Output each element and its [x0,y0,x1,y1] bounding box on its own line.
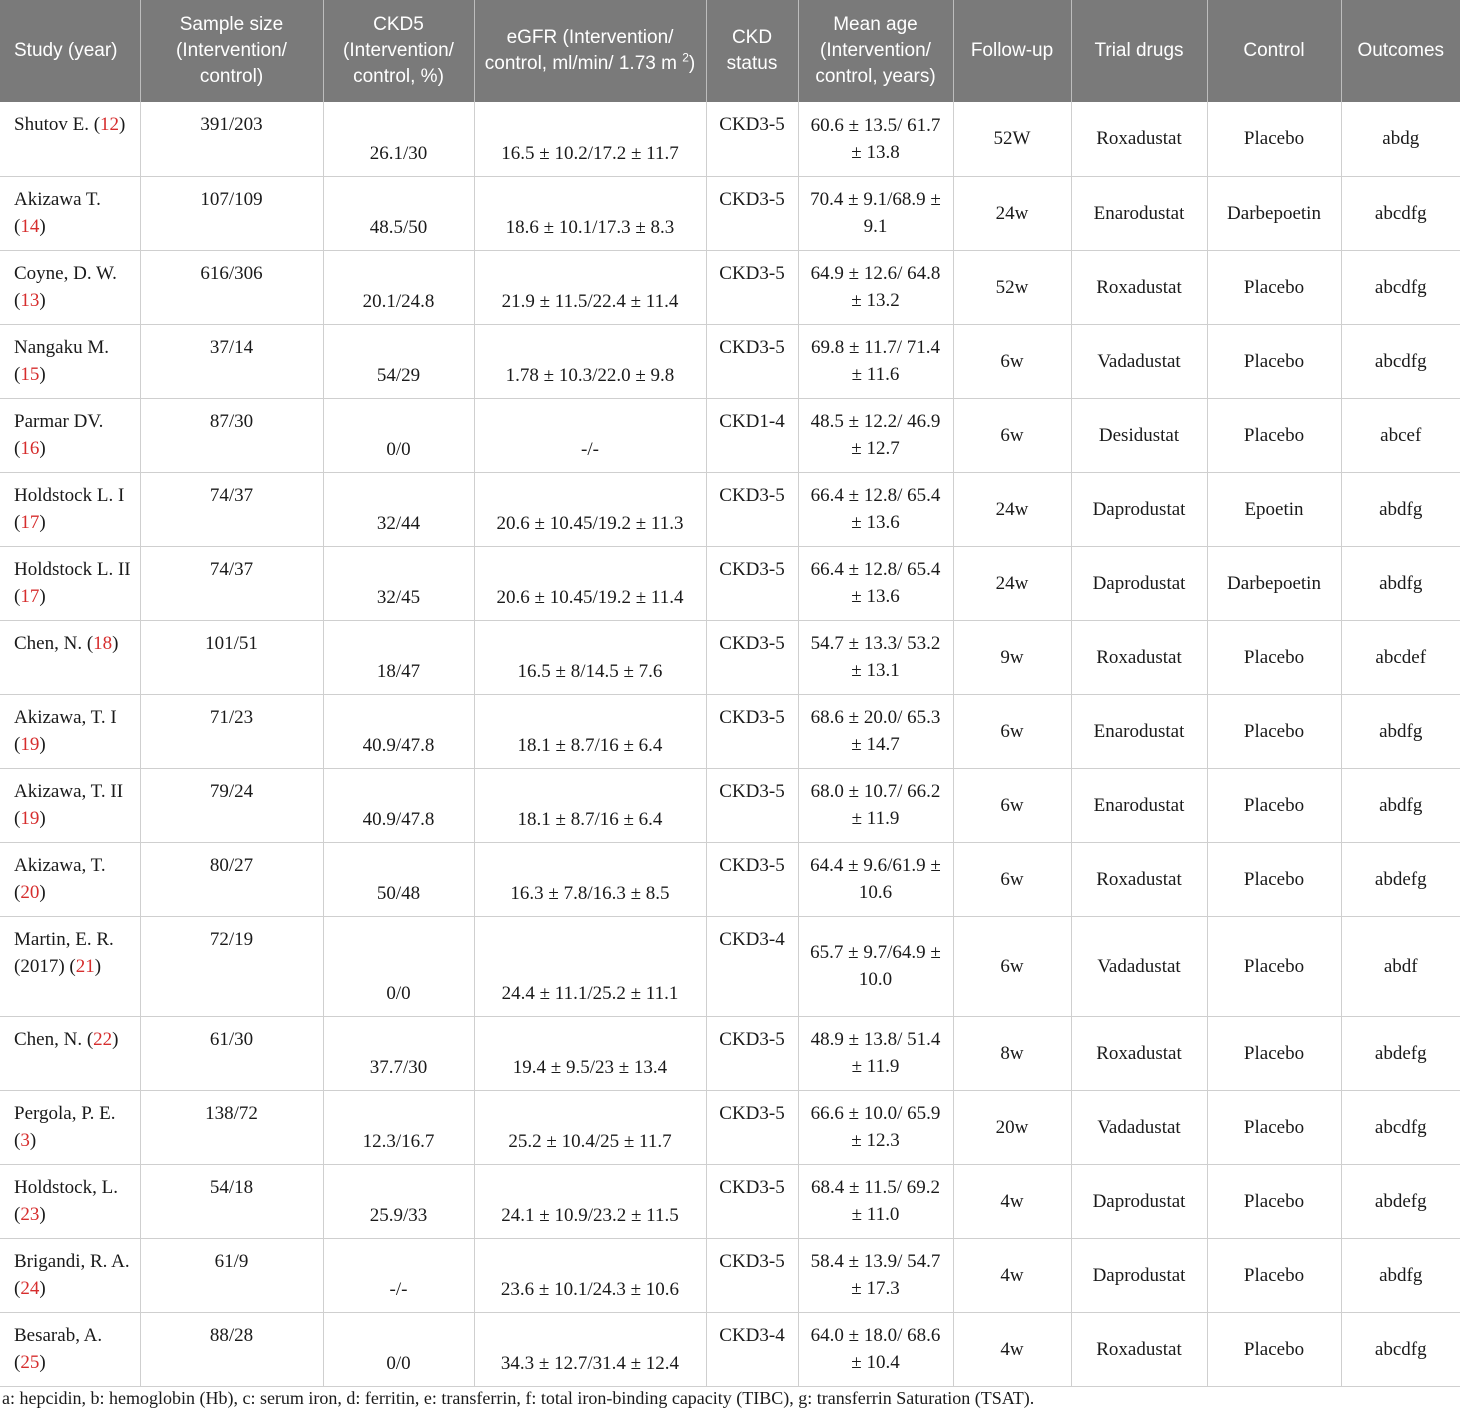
study-paren: ) [39,289,46,311]
cell-trial-drug: Roxadustat [1071,1016,1207,1090]
cell-outcomes: abdf [1341,916,1460,1016]
reference-link[interactable]: 3 [20,1129,30,1151]
cell-control: Placebo [1207,1164,1341,1238]
study-paren: ) [39,363,46,385]
cell-outcomes: abcdfg [1341,324,1460,398]
table-row [0,250,1460,324]
cell-mean-age: 54.7 ± 13.3/ 53.2 ± 13.1 [798,620,953,694]
cell-outcomes: abcdfg [1341,250,1460,324]
cell-ckd5: -/- [323,1238,474,1312]
header-follow-up: Follow-up [953,0,1071,102]
study-paren: ) [39,215,46,237]
cell-sample-size: 101/51 [140,620,323,694]
cell-ckd-status: CKD3-5 [706,1090,798,1164]
cell-mean-age: 66.6 ± 10.0/ 65.9 ± 12.3 [798,1090,953,1164]
cell-outcomes: abcdfg [1341,176,1460,250]
cell-ckd-status: CKD3-4 [706,1312,798,1386]
cell-ckd5: 37.7/30 [323,1016,474,1090]
study-paren: ) [39,1277,46,1299]
table-row [0,1164,1460,1238]
study-name: Brigandi, R. A. ( [14,1250,130,1299]
cell-sample-size: 74/37 [140,472,323,546]
study-name: Coyne, D. W. ( [14,262,117,311]
table-row [0,768,1460,842]
study-paren: ) [39,511,46,533]
cell-egfr: 20.6 ± 10.45/19.2 ± 11.4 [474,546,706,620]
table-row [0,1238,1460,1312]
study-name: Akizawa T. ( [14,188,101,237]
study-paren: ) [94,955,102,977]
table-row [0,472,1460,546]
header-egfr [474,0,706,102]
cell-egfr: 24.1 ± 10.9/23.2 ± 11.5 [474,1164,706,1238]
cell-egfr: 1.78 ± 10.3/22.0 ± 9.8 [474,324,706,398]
cell-control: Placebo [1207,694,1341,768]
cell-sample-size: 87/30 [140,398,323,472]
header-mean-age: Mean age (Intervention/ control, years) [798,0,953,102]
cell-ckd-status: CKD3-5 [706,694,798,768]
cell-ckd-status: CKD3-5 [706,768,798,842]
table-row [0,1090,1460,1164]
cell-outcomes: abcdfg [1341,1312,1460,1386]
cell-ckd5: 18/47 [323,620,474,694]
reference-link[interactable]: 15 [20,363,40,385]
cell-follow-up: 52w [953,250,1071,324]
cell-sample-size: 74/37 [140,546,323,620]
cell-egfr: 16.3 ± 7.8/16.3 ± 8.5 [474,842,706,916]
study-paren: ) [119,114,126,135]
cell-sample-size: 138/72 [140,1090,323,1164]
cell-egfr: 21.9 ± 11.5/22.4 ± 11.4 [474,250,706,324]
cell-ckd-status: CKD3-5 [706,1016,798,1090]
cell-study [0,472,140,546]
cell-ckd5: 40.9/47.8 [323,768,474,842]
header-outcomes: Outcomes [1341,0,1460,102]
cell-sample-size: 72/19 [140,916,323,1016]
cell-mean-age: 69.8 ± 11.7/ 71.4 ± 11.6 [798,324,953,398]
cell-ckd-status: CKD3-5 [706,176,798,250]
cell-outcomes: abdfg [1341,1238,1460,1312]
cell-sample-size: 54/18 [140,1164,323,1238]
cell-ckd5: 0/0 [323,916,474,1016]
cell-study [0,768,140,842]
cell-sample-size: 616/306 [140,250,323,324]
cell-mean-age: 60.6 ± 13.5/ 61.7 ± 13.8 [798,102,953,176]
cell-follow-up: 6w [953,842,1071,916]
cell-outcomes: abdefg [1341,842,1460,916]
cell-control: Epoetin [1207,472,1341,546]
cell-study [0,1312,140,1386]
cell-study [0,1090,140,1164]
cell-sample-size: 61/9 [140,1238,323,1312]
cell-mean-age: 66.4 ± 12.8/ 65.4 ± 13.6 [798,472,953,546]
cell-ckd-status: CKD3-5 [706,324,798,398]
cell-egfr: 16.5 ± 8/14.5 ± 7.6 [474,620,706,694]
cell-ckd5: 0/0 [323,1312,474,1386]
cell-ckd5: 25.9/33 [323,1164,474,1238]
header-control: Control [1207,0,1341,102]
table-body [0,102,1460,1386]
study-name: Akizawa, T. I ( [14,706,117,755]
cell-trial-drug: Vadadustat [1071,324,1207,398]
cell-ckd-status: CKD3-5 [706,1164,798,1238]
header-ckd-status: CKD status [706,0,798,102]
cell-study [0,176,140,250]
cell-mean-age: 64.0 ± 18.0/ 68.6 ± 10.4 [798,1312,953,1386]
cell-egfr: 24.4 ± 11.1/25.2 ± 11.1 [474,916,706,1016]
cell-mean-age: 66.4 ± 12.8/ 65.4 ± 13.6 [798,546,953,620]
study-name: Chen, N. ( [14,632,94,654]
cell-follow-up: 9w [953,620,1071,694]
header-trial-drugs: Trial drugs [1071,0,1207,102]
study-paren: ) [39,585,46,607]
cell-control: Placebo [1207,620,1341,694]
study-paren: ) [112,1028,119,1050]
study-paren: ) [112,632,119,654]
table-row [0,620,1460,694]
cell-egfr: 18.1 ± 8.7/16 ± 6.4 [474,694,706,768]
table-row [0,398,1460,472]
cell-control: Placebo [1207,1238,1341,1312]
cell-sample-size: 88/28 [140,1312,323,1386]
cell-ckd-status: CKD3-5 [706,620,798,694]
reference-link[interactable]: 13 [20,289,40,311]
cell-trial-drug: Roxadustat [1071,620,1207,694]
cell-ckd-status: CKD3-5 [706,472,798,546]
table-row [0,916,1460,1016]
study-name: Chen, N. ( [14,1028,94,1050]
cell-study [0,842,140,916]
cell-trial-drug: Enarodustat [1071,768,1207,842]
cell-study [0,250,140,324]
study-paren: ) [39,881,46,903]
cell-study [0,324,140,398]
cell-control: Darbepoetin [1207,176,1341,250]
table-row [0,546,1460,620]
cell-follow-up: 6w [953,916,1071,1016]
reference-link[interactable]: 19 [20,733,40,755]
cell-follow-up: 6w [953,398,1071,472]
cell-trial-drug: Daprodustat [1071,546,1207,620]
cell-control: Darbepoetin [1207,546,1341,620]
cell-egfr: 18.1 ± 8.7/16 ± 6.4 [474,768,706,842]
study-paren: ) [39,1351,46,1373]
cell-trial-drug: Daprodustat [1071,1164,1207,1238]
cell-ckd-status: CKD3-5 [706,102,798,176]
cell-egfr: -/- [474,398,706,472]
header-row [0,0,1460,102]
cell-sample-size: 71/23 [140,694,323,768]
cell-control: Placebo [1207,1090,1341,1164]
header-egfr-sup: 2 [682,50,689,65]
header-sample-size: Sample size (Intervention/ control) [140,0,323,102]
cell-ckd-status: CKD3-5 [706,250,798,324]
cell-control: Placebo [1207,250,1341,324]
cell-egfr: 19.4 ± 9.5/23 ± 13.4 [474,1016,706,1090]
cell-control: Placebo [1207,324,1341,398]
header-ckd5: CKD5 (Intervention/ control, %) [323,0,474,102]
cell-study [0,1016,140,1090]
reference-link[interactable]: 17 [20,511,40,533]
cell-egfr: 20.6 ± 10.45/19.2 ± 11.3 [474,472,706,546]
cell-ckd5: 20.1/24.8 [323,250,474,324]
cell-study [0,1238,140,1312]
cell-ckd-status: CKD3-5 [706,1238,798,1312]
cell-mean-age: 48.5 ± 12.2/ 46.9 ± 12.7 [798,398,953,472]
table-row [0,1016,1460,1090]
cell-follow-up: 6w [953,768,1071,842]
cell-control: Placebo [1207,1016,1341,1090]
reference-link[interactable]: 14 [20,215,40,237]
cell-mean-age: 64.9 ± 12.6/ 64.8 ± 13.2 [798,250,953,324]
cell-trial-drug: Roxadustat [1071,102,1207,176]
study-name: Nangaku M. ( [14,336,109,385]
cell-study [0,1164,140,1238]
cell-follow-up: 24w [953,176,1071,250]
study-name: Martin, E. R. (2017) ( [14,928,114,977]
cell-mean-age: 68.4 ± 11.5/ 69.2 ± 11.0 [798,1164,953,1238]
reference-link[interactable]: 16 [20,437,40,459]
cell-mean-age: 70.4 ± 9.1/68.9 ± 9.1 [798,176,953,250]
reference-link[interactable]: 25 [20,1351,40,1373]
cell-follow-up: 4w [953,1312,1071,1386]
study-name: Holdstock, L. ( [14,1176,118,1225]
study-name: Akizawa, T. ( [14,854,106,903]
study-paren: ) [29,1129,37,1151]
cell-ckd-status: CKD1-4 [706,398,798,472]
reference-link[interactable]: 20 [20,881,40,903]
cell-sample-size: 391/203 [140,102,323,176]
cell-trial-drug: Enarodustat [1071,176,1207,250]
cell-follow-up: 6w [953,694,1071,768]
cell-egfr: 16.5 ± 10.2/17.2 ± 11.7 [474,102,706,176]
study-name: Holdstock L. I ( [14,484,125,533]
table-row [0,324,1460,398]
cell-ckd5: 26.1/30 [323,102,474,176]
study-name: Parmar DV. ( [14,410,104,459]
cell-mean-age: 65.7 ± 9.7/64.9 ± 10.0 [798,916,953,1016]
cell-follow-up: 52W [953,102,1071,176]
table-row [0,176,1460,250]
cell-mean-age: 68.6 ± 20.0/ 65.3 ± 14.7 [798,694,953,768]
cell-study [0,694,140,768]
cell-ckd5: 32/44 [323,472,474,546]
reference-link[interactable]: 18 [93,632,113,654]
header-egfr-text: eGFR (Intervention/ control, ml/min/ 1.73 m [484,27,683,74]
reference-link[interactable]: 12 [100,114,120,135]
study-name: Besarab, A. ( [14,1324,103,1373]
table-row [0,102,1460,176]
cell-trial-drug: Enarodustat [1071,694,1207,768]
cell-sample-size: 37/14 [140,324,323,398]
cell-mean-age: 58.4 ± 13.9/ 54.7 ± 17.3 [798,1238,953,1312]
cell-outcomes: abcdfg [1341,1090,1460,1164]
cell-control: Placebo [1207,842,1341,916]
cell-ckd-status: CKD3-4 [706,916,798,1016]
cell-sample-size: 61/30 [140,1016,323,1090]
cell-ckd-status: CKD3-5 [706,546,798,620]
reference-link[interactable]: 23 [20,1203,40,1225]
study-name: Holdstock L. II ( [14,558,131,607]
study-paren: ) [39,437,46,459]
reference-link[interactable]: 17 [20,585,40,607]
cell-egfr: 25.2 ± 10.4/25 ± 11.7 [474,1090,706,1164]
cell-sample-size: 107/109 [140,176,323,250]
reference-link[interactable]: 24 [20,1277,40,1299]
cell-outcomes: abdfg [1341,472,1460,546]
cell-trial-drug: Roxadustat [1071,842,1207,916]
cell-control: Placebo [1207,768,1341,842]
cell-control: Placebo [1207,398,1341,472]
cell-study [0,398,140,472]
cell-mean-age: 48.9 ± 13.8/ 51.4 ± 11.9 [798,1016,953,1090]
cell-ckd5: 0/0 [323,398,474,472]
cell-ckd5: 32/45 [323,546,474,620]
reference-link[interactable]: 19 [20,807,40,829]
cell-follow-up: 4w [953,1238,1071,1312]
cell-outcomes: abdg [1341,102,1460,176]
cell-outcomes: abcdef [1341,620,1460,694]
cell-study [0,546,140,620]
cell-mean-age: 68.0 ± 10.7/ 66.2 ± 11.9 [798,768,953,842]
cell-trial-drug: Vadadustat [1071,916,1207,1016]
cell-outcomes: abdefg [1341,1164,1460,1238]
cell-egfr: 18.6 ± 10.1/17.3 ± 8.3 [474,176,706,250]
cell-follow-up: 24w [953,546,1071,620]
cell-trial-drug: Roxadustat [1071,1312,1207,1386]
header-egfr-close: ) [688,53,696,74]
cell-outcomes: abdfg [1341,546,1460,620]
cell-study [0,916,140,1016]
cell-control: Placebo [1207,102,1341,176]
cell-follow-up: 8w [953,1016,1071,1090]
cell-follow-up: 24w [953,472,1071,546]
cell-control: Placebo [1207,1312,1341,1386]
cell-ckd5: 48.5/50 [323,176,474,250]
cell-ckd5: 50/48 [323,842,474,916]
cell-trial-drug: Vadadustat [1071,1090,1207,1164]
cell-outcomes: abdfg [1341,768,1460,842]
cell-outcomes: abdfg [1341,694,1460,768]
cell-sample-size: 79/24 [140,768,323,842]
cell-egfr: 34.3 ± 12.7/31.4 ± 12.4 [474,1312,706,1386]
study-name: Akizawa, T. II ( [14,780,124,829]
cell-trial-drug: Daprodustat [1071,472,1207,546]
study-paren: ) [39,1203,46,1225]
cell-trial-drug: Roxadustat [1071,250,1207,324]
reference-link[interactable]: 21 [75,955,95,977]
study-name: Pergola, P. E. ( [14,1102,116,1151]
cell-mean-age: 64.4 ± 9.6/61.9 ± 10.6 [798,842,953,916]
cell-study [0,102,140,176]
cell-sample-size: 80/27 [140,842,323,916]
cell-control: Placebo [1207,916,1341,1016]
cell-outcomes: abdefg [1341,1016,1460,1090]
cell-ckd5: 54/29 [323,324,474,398]
cell-follow-up: 4w [953,1164,1071,1238]
study-name: Shutov E. ( [14,114,101,135]
cell-trial-drug: Daprodustat [1071,1238,1207,1312]
table-footnote: a: hepcidin, b: hemoglobin (Hb), c: serum iron, d: ferritin, e: transferrin, f: total iron-binding capacity (TIBC), g: transferrin Saturation (TSAT). [2,1388,1035,1408]
cell-trial-drug: Desidustat [1071,398,1207,472]
table-row [0,1312,1460,1386]
study-paren: ) [39,733,46,755]
table-row [0,694,1460,768]
reference-link[interactable]: 22 [93,1028,113,1050]
cell-study [0,620,140,694]
cell-egfr: 23.6 ± 10.1/24.3 ± 10.6 [474,1238,706,1312]
cell-ckd-status: CKD3-5 [706,842,798,916]
cell-ckd5: 12.3/16.7 [323,1090,474,1164]
header-study: Study (year) [0,0,140,102]
table-row [0,842,1460,916]
study-paren: ) [39,807,46,829]
cell-follow-up: 20w [953,1090,1071,1164]
cell-outcomes: abcef [1341,398,1460,472]
cell-follow-up: 6w [953,324,1071,398]
cell-ckd5: 40.9/47.8 [323,694,474,768]
